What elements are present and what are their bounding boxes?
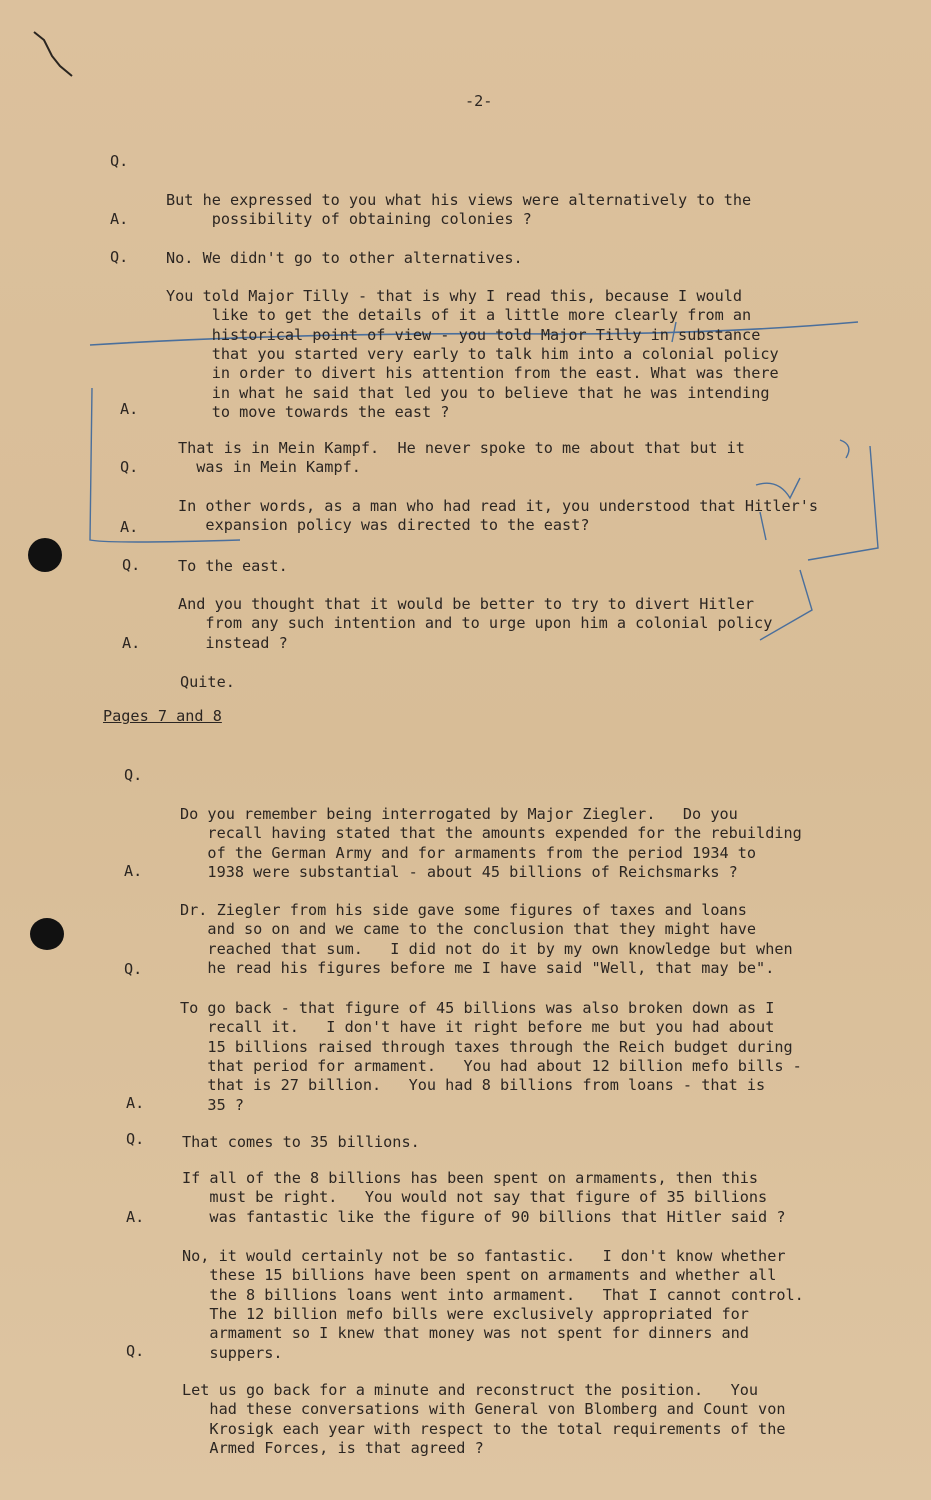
qa-text: Dr. Ziegler from his side gave some figures of taxes and loans and so on and we came to the conclusion that they might have reached that sum. I did not do it by my own knowledge but when he read his figures before me I have said "Well, that may be".	[180, 900, 793, 977]
qa-text: In other words, as a man who had read it, you understood that Hitler's expansion policy was directed to the east?	[178, 496, 819, 535]
qa-text: And you thought that it would be better to try to divert Hitler from any such intention and to urge upon him a colonial policy instead ?	[178, 594, 773, 652]
qa-marker: Q.	[124, 766, 143, 784]
qa-text: If all of the 8 billions has been spent on armaments, then this must be right. You would not say that figure of 35 billions was fantastic like the figure of 90 billions that Hitler said ?	[182, 1168, 786, 1226]
punch-hole-bottom	[30, 918, 64, 950]
qa-marker: Q.	[122, 556, 141, 574]
qa-text: Let us go back for a minute and reconstruct the position. You had these conversations with General von Blomberg and Count von Krosigk each year with respect to the total requirements of the Armed Forces, is that agreed ?	[182, 1380, 786, 1457]
qa-marker: A.	[126, 1094, 145, 1112]
pencil-bracket-right	[808, 446, 878, 560]
qa-text: That comes to 35 billions.	[182, 1132, 420, 1151]
qa-marker: A.	[122, 634, 141, 652]
punch-hole-top	[28, 538, 62, 572]
qa-text: Quite.	[180, 672, 235, 691]
page-number: -2-	[465, 92, 493, 110]
qa-text: No. We didn't go to other alternatives.	[166, 248, 523, 267]
qa-text: No, it would certainly not be so fantastic. I don't know whether these 15 billions have been spent on armaments and whether all the 8 billions loans went into armament. That I cannot control. The 12 billion mefo bills were exclusively appropriated for armament so I knew that money was not spent for dinners and suppers.	[182, 1246, 804, 1362]
qa-marker: A.	[124, 862, 143, 880]
qa-marker: Q.	[110, 152, 129, 170]
qa-marker: Q.	[126, 1130, 145, 1148]
qa-marker: A.	[110, 210, 129, 228]
qa-text: That is in Mein Kampf. He never spoke to me about that but it was in Mein Kampf.	[178, 438, 745, 477]
qa-text: Do you remember being interrogated by Major Ziegler. Do you recall having stated that the amounts expended for the rebuilding of the German Army and for armaments from the period 1934 to 1938 were substantial - about 45 billions of Reichsmarks ?	[180, 804, 802, 881]
qa-text: To the east.	[178, 556, 288, 575]
qa-marker: A.	[120, 400, 139, 418]
qa-marker: Q.	[126, 1342, 145, 1360]
qa-marker: A.	[126, 1208, 145, 1226]
qa-text: But he expressed to you what his views were alternatively to the possibility of obtaining colonies ?	[166, 190, 752, 229]
qa-marker: Q.	[120, 458, 139, 476]
qa-marker: Q.	[110, 248, 129, 266]
qa-text: To go back - that figure of 45 billions was also broken down as I recall it. I don't have it right before me but you had about 15 billions raised through taxes through the Reich budget during that period for armament. You had about 12 billion mefo bills - that is 27 billion. You had 8 billions from loans - that is 35 ?	[180, 998, 802, 1114]
qa-marker: Q.	[124, 960, 143, 978]
section-heading: Pages 7 and 8	[103, 707, 222, 725]
qa-text: You told Major Tilly - that is why I read this, because I would like to get the details of it a little more clearly from an historical point of view - you told Major Tilly in substance that you started very early to talk him into a colonial policy in order to divert his attention from the east. What was there in what he said that led you to believe that he was intending to move towards the east ?	[166, 286, 779, 422]
pencil-hook	[840, 440, 849, 458]
qa-marker: A.	[120, 518, 139, 536]
corner-mark	[34, 32, 72, 76]
